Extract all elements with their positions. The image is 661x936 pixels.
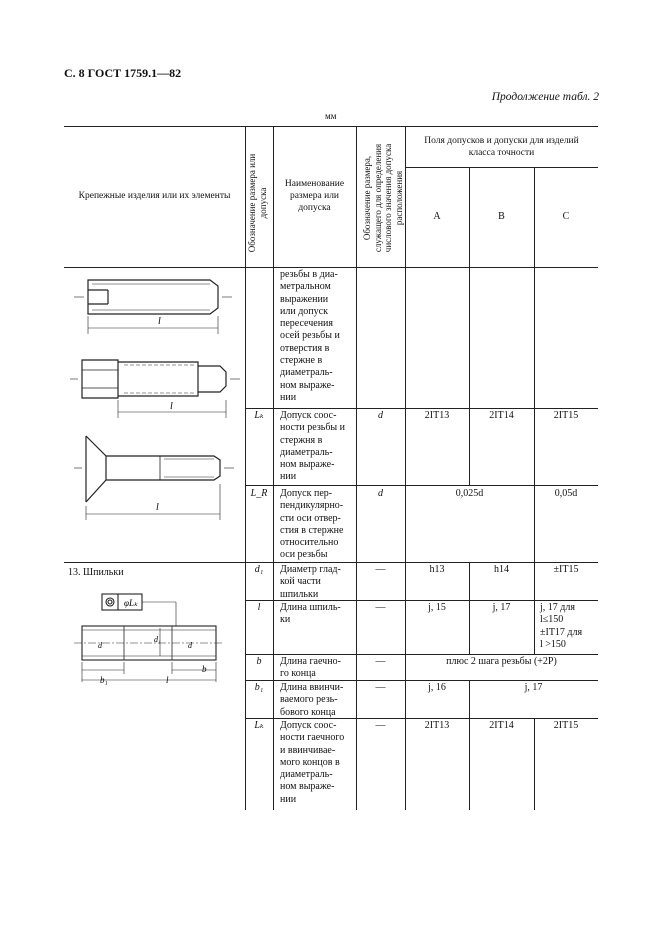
stud-row-b1-symbol: b₁ bbox=[254, 682, 264, 693]
stud-row-d1-symbol: d₁ bbox=[254, 564, 264, 575]
stud-row-l-basis: — bbox=[375, 602, 386, 613]
row-lr-name: Допуск пер- пендикулярно- сти оси отвер- стия в стержне относительно оси резьбы bbox=[280, 488, 344, 561]
row-lr-class-ab: 0,025d bbox=[455, 488, 484, 499]
stud-row-d1-class-b: h14 bbox=[494, 564, 509, 575]
stud-row-b1-basis: — bbox=[375, 682, 386, 693]
stud-row-l-class-a: j, 15 bbox=[428, 602, 446, 613]
row-lk-name: Допуск соос- ности резьбы и стержня в диаметраль- ном выраже- нии bbox=[280, 410, 345, 483]
stud-row-l-symbol: l bbox=[257, 602, 261, 613]
stud-d-label: d bbox=[98, 641, 102, 650]
stud-row-d1-class-c: ±IT15 bbox=[553, 564, 579, 575]
stud-tolerance-label: φLₖ bbox=[124, 598, 138, 608]
stud-row-b-basis: — bbox=[375, 656, 386, 667]
fig3-length-label: l bbox=[156, 502, 159, 513]
header-basis-column: Обозначение размера, служащего для определения числового значения допуска расположения bbox=[362, 143, 404, 253]
stud-row-l-class-b: j, 17 bbox=[492, 602, 511, 613]
header-class-b: B bbox=[498, 211, 505, 222]
header-item-column: Крепежные изделия или их элементы bbox=[78, 191, 231, 201]
stud-row-lk-name: Допуск соос- ности гаечного и ввинчивае- мого концов в диаметраль- ном выраже- нии bbox=[280, 720, 345, 805]
stud-row-b-classes: плюс 2 шага резьбы (+2P) bbox=[446, 656, 557, 667]
row-lk-class-c: 2IT15 bbox=[553, 410, 579, 421]
stud-row-b1-class-bc: j, 17 bbox=[524, 682, 543, 693]
row-lr-symbol: L_R bbox=[250, 488, 268, 499]
header-class-a: A bbox=[433, 211, 441, 222]
stud-row-b1-class-a: j, 16 bbox=[428, 682, 446, 693]
section-studs-title: 13. Шпильки bbox=[68, 567, 124, 578]
stud-row-b-symbol: b bbox=[256, 656, 262, 667]
stud-row-d1-class-a: h13 bbox=[429, 564, 445, 575]
row-lk-class-b: 2IT14 bbox=[489, 410, 514, 421]
stud-row-d1-name: Диаметр глад- кой части шпильки bbox=[280, 564, 341, 600]
bolt-drawings bbox=[64, 270, 244, 560]
stud-row-lk-class-b: 2IT14 bbox=[489, 720, 514, 731]
stud-row-lk-class-c: 2IT15 bbox=[553, 720, 579, 731]
stud-row-d1-basis: — bbox=[375, 564, 386, 575]
stud-drawing bbox=[64, 590, 244, 690]
row-lk-class-a: 2IT13 bbox=[424, 410, 450, 421]
stud-row-b1-name: Длина ввинчи- ваемого резь- бового конца bbox=[280, 682, 344, 718]
header-class-c: C bbox=[562, 211, 570, 222]
header-tolerance-group: Поля допусков и допуски для изделий класса точности bbox=[424, 136, 579, 158]
row-thread-tolerance-name: резьбы в диа- метральном выражении или допуск пересечения осей резьбы и отверстия в стержне в диаметраль- ном выраже- нии bbox=[280, 269, 340, 403]
continuation-label: Продолжение табл. 2 bbox=[491, 91, 599, 103]
stud-row-l-name: Длина шпиль- ки bbox=[280, 602, 341, 626]
header-symbol-column: Обозначение размера или допуска bbox=[247, 153, 268, 253]
stud-row-lk-basis: — bbox=[375, 720, 386, 731]
stud-row-l-class-c: j, 17 для l≤150 ±IT17 для l >150 bbox=[540, 602, 583, 650]
stud-row-lk-symbol: Lₖ bbox=[254, 720, 264, 731]
header-name-column: Наименование размера или допуска bbox=[284, 179, 345, 213]
page-header: С. 8 ГОСТ 1759.1—82 bbox=[64, 66, 182, 80]
stud-b-label: b bbox=[202, 664, 207, 674]
unit-label: мм bbox=[325, 111, 337, 121]
stud-l-label: l bbox=[166, 675, 169, 685]
row-lr-basis: d bbox=[378, 488, 383, 499]
stud-b1-label: b₁ bbox=[100, 675, 108, 685]
stud-d2-label: d bbox=[188, 641, 192, 650]
stud-d1-label: d₁ bbox=[154, 635, 161, 644]
stud-row-lk-class-a: 2IT13 bbox=[424, 720, 450, 731]
fig1-length-label: l bbox=[158, 316, 161, 327]
row-lk-basis: d bbox=[378, 410, 383, 421]
row-lr-class-c: 0,05d bbox=[554, 488, 578, 499]
stud-row-b-name: Длина гаечно- го конца bbox=[280, 656, 341, 680]
fig2-length-label: l bbox=[170, 401, 173, 412]
row-lk-symbol: Lₖ bbox=[254, 410, 264, 421]
